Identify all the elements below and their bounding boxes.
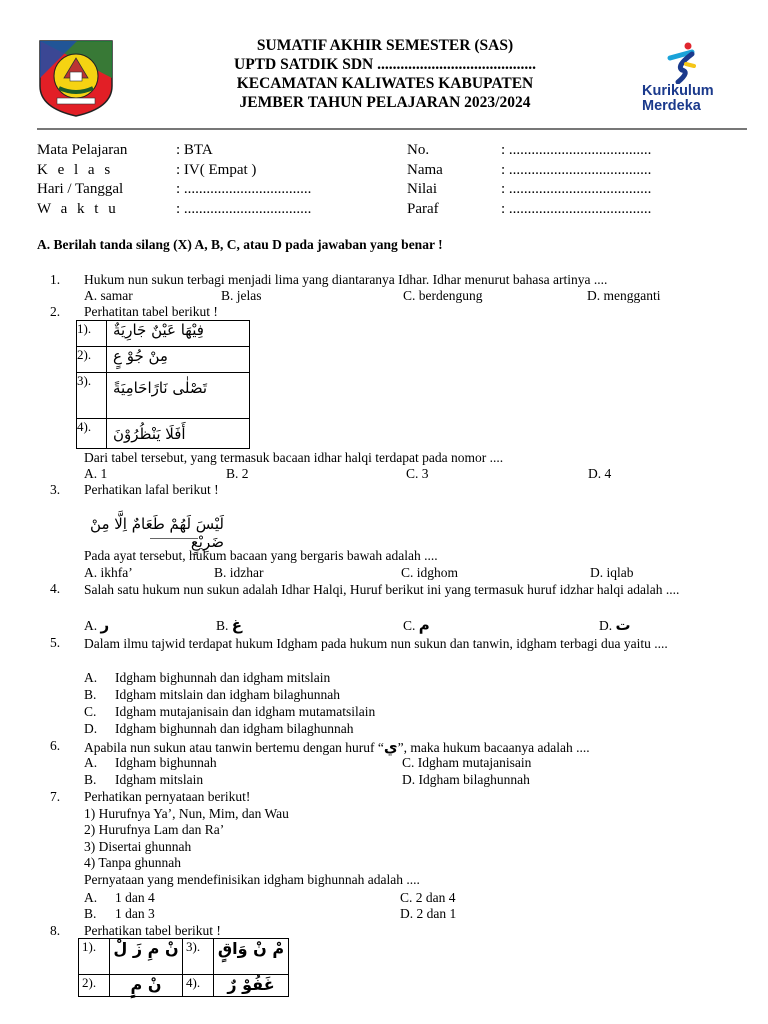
q6-number: 6. [50,738,61,753]
q1-option-d: D. mengganti [587,288,661,303]
instruction: A. Berilah tanda silang (X) A, B, C, atau D pada jawaban yang benar ! [37,237,443,252]
q3-number: 3. [50,482,61,497]
identity-value-signature: : ...................................... [501,200,652,217]
identity-value-name: : ...................................... [501,161,652,178]
q7-statement-3: 3) Disertai ghunnah [84,838,192,854]
q5-option-c: C. Idgham mutajanisain dan idgham mutamatsilain [84,704,376,719]
q4-option-a: A. ر [84,616,110,634]
q7-option-a: A. 1 dan 4 [84,890,155,905]
q8-text: Perhatikan tabel berikut ! [84,923,221,938]
q8-cell-3-number: 3). [183,939,214,975]
q8-cell-3-arabic: مْ نْ وَاقٍ [214,939,289,975]
q4-option-d: D. ت [599,616,631,634]
identity-label-score: Nilai [407,181,437,197]
q8-cell-4-arabic: غَفُوْ رٌ [214,975,289,997]
q8-cell-1-arabic: نْ مِ زَ لْ [110,939,183,975]
merdeka-label: Merdeka [642,98,701,114]
identity-value-score: : ...................................... [501,181,652,197]
header-line-2: UPTD SATDIK SDN ......................................... [234,56,536,73]
q5-option-d: D. Idgham bighunnah dan idgham bilaghunnah [84,721,354,736]
q2-option-c: C. 3 [406,466,429,481]
identity-label-date: Hari / Tanggal [37,181,124,197]
q2-number: 2. [50,304,61,319]
identity-value-time: : .................................. [176,200,312,217]
q4-text: Salah satu hukum nun sukun adalah Idhar Halqi, Huruf berikut ini yang termasuk huruf idzhar halqi adalah .... [84,582,680,597]
q1-option-c: C. berdengung [403,288,483,303]
q2-option-b: B. 2 [226,466,249,481]
q4-option-c: C. م [403,616,430,634]
q3-option-a: A. ikhfa’ [84,565,133,580]
q6-option-a: A. Idgham bighunnah [84,755,217,770]
q4-number: 4. [50,581,61,596]
q7-followup: Pernyataan yang mendefinisikan idgham bighunnah adalah .... [84,871,420,887]
q7-option-b: B. 1 dan 3 [84,906,155,921]
q6-option-d: D. Idgham bilaghunnah [402,772,530,787]
q6-option-b: B. Idgham mitslain [84,772,204,787]
q8-cell-1-number: 1). [79,939,110,975]
identity-right [407,141,443,219]
identity-value-date: : .................................. [176,181,312,197]
q5-text: Dalam ilmu tajwid terdapat hukum Idgham pada hukum nun sukun dan tanwin, idgham terbagi dua yaitu .... [84,636,668,651]
q8-cell-2-number: 2). [79,975,110,997]
identity-left-values [176,141,311,219]
q2-row-3-number: 3). [77,373,107,419]
q3-option-b: B. idzhar [214,565,264,580]
q7-text: Perhatikan pernyataan berikut! [84,789,251,804]
q5-number: 5. [50,635,61,650]
q7-option-c: C. 2 dan 4 [400,890,456,905]
identity-left [37,141,127,219]
q7-statement-2: 2) Hurufnya Lam dan Ra’ [84,822,225,838]
identity-label-no: No. [407,142,430,158]
identity-value-class: : IV( Empat ) [176,161,257,178]
identity-right-values [501,141,651,219]
q8-table [78,938,289,997]
q3-option-c: C. idghom [401,565,459,580]
header-divider [37,128,747,130]
q5-option-a: A. Idgham bighunnah dan idgham mitslain [84,670,331,685]
q5-options [84,669,375,737]
q1-option-b: B. jelas [221,288,262,303]
identity-label-class: K e l a s [37,161,114,178]
identity-label-signature: Paraf [407,200,439,217]
q7-body [84,789,724,889]
header-line-1: SUMATIF AKHIR SEMESTER (SAS) [256,37,514,54]
kurikulum-merdeka-logo [638,42,748,118]
q2-row-2-arabic: مِنْ جُوْ عٍ [107,347,250,373]
q7-statement-4: 4) Tanpa ghunnah [84,855,182,871]
q2-row-4-arabic: أَفَلَا يَنْظُرُوْنَ [107,419,250,449]
q5-option-b: B. Idgham mitslain dan idgham bilaghunnah [84,687,340,702]
q8-cell-4-number: 4). [183,975,214,997]
kurikulum-merdeka-mark-icon [656,42,716,84]
q6-text: Apabila nun sukun atau tanwin bertemu dengan huruf “ي”, maka hukum bacaanya adalah .... [84,738,590,756]
q1-text: Hukum nun sukun terbagi menjadi lima yang diantaranya Idhar. Idhar menurut bahasa artinya .... [84,272,608,287]
q2-option-d: D. 4 [588,466,612,481]
identity-value-subject: : BTA [176,142,213,158]
q3-arabic-verse: لَيْسَ لَهُمْ طَعَامٌ اِلَّا مِنْ ضَرِيْعٍ [90,515,224,551]
jember-regency-emblem [37,38,115,118]
q6-option-c: C. Idgham mutajanisain [402,755,532,770]
q7-statement-1: 1) Hurufnya Ya’, Nun, Mim, dan Wau [84,805,289,821]
q1-option-a: A. samar [84,288,133,303]
kurikulum-label: Kurikulum [642,83,714,99]
q3-followup: Pada ayat tersebut, hukum bacaan yang bergaris bawah adalah .... [84,548,438,563]
q4-option-b: B. غ [216,616,243,634]
q3-option-d: D. iqlab [590,565,634,580]
document-header [195,36,575,112]
header-line-4: JEMBER TAHUN PELAJARAN 2023/2024 [239,94,531,111]
q7-number: 7. [50,789,61,804]
q2-table [76,320,250,449]
q2-option-a: A. 1 [84,466,108,481]
identity-value-no: : ...................................... [501,142,652,158]
q8-number: 8. [50,923,61,938]
identity-label-time: W a k t u [37,200,119,217]
q2-row-4-number: 4). [77,419,107,449]
q3-text: Perhatikan lafal berikut ! [84,482,219,497]
identity-label-name: Nama [407,161,443,178]
q1-number: 1. [50,272,61,287]
q2-row-1-arabic: فِيْهَا عَيْنٌ جَارِيَةٌ [107,321,250,347]
q7-option-d: D. 2 dan 1 [400,906,457,921]
q2-text: Perhatitan tabel berikut ! [84,304,218,319]
q3-underline-mark [150,538,198,539]
q2-row-1-number: 1). [77,321,107,347]
q2-row-2-number: 2). [77,347,107,373]
q2-followup: Dari tabel tersebut, yang termasuk bacaan idhar halqi terdapat pada nomor .... [84,450,504,465]
q8-cell-2-arabic: نْ مٍ [110,975,183,997]
identity-label-subject: Mata Pelajaran [37,142,128,158]
header-line-3: KECAMATAN KALIWATES KABUPATEN [236,75,534,92]
q2-row-3-arabic: تَصْلٰى نَارًاحَامِيَةً [107,373,250,419]
